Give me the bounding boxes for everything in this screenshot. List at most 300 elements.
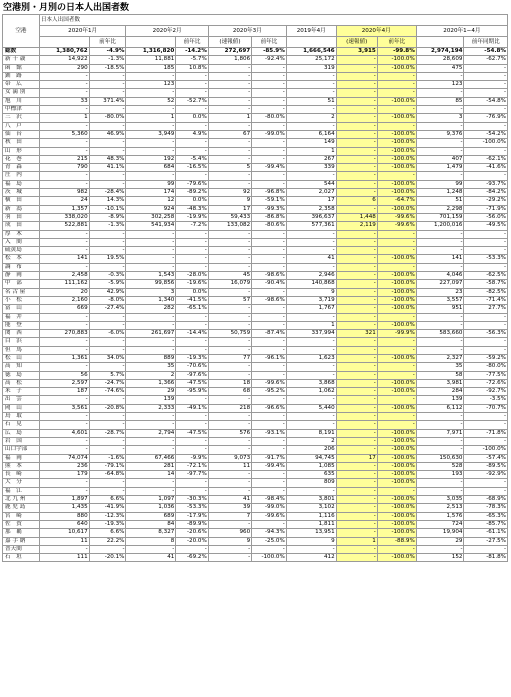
table-cell: 150,630	[416, 454, 464, 462]
table-cell: 0.0%	[176, 197, 209, 205]
table-cell: 6.6%	[89, 529, 126, 537]
table-cell: -17.9%	[176, 512, 209, 520]
table-cell: -27.4%	[89, 305, 126, 313]
table-cell: -	[126, 247, 176, 255]
table-cell: -	[39, 263, 89, 271]
table-cell: -	[377, 122, 416, 130]
table-cell: -	[89, 180, 126, 188]
month-header: 2020年2月	[126, 26, 208, 37]
table-cell: -	[336, 106, 377, 114]
table-row	[3, 305, 508, 313]
table-cell: 2,358	[286, 205, 336, 213]
table-cell: 1,361	[39, 354, 89, 362]
airport-name: 小 松	[3, 296, 40, 304]
airport-name: 新 潟	[3, 205, 40, 213]
table-cell: -19.3%	[89, 520, 126, 528]
table-cell: -64.8%	[89, 471, 126, 479]
table-cell: -100.0%	[377, 554, 416, 562]
table-cell: -	[126, 487, 176, 495]
table-cell: -	[126, 421, 176, 429]
table-cell: 74,074	[39, 454, 89, 462]
table-cell: -100.0%	[377, 255, 416, 263]
table-row	[3, 189, 508, 197]
airport-name: 松 山	[3, 354, 40, 362]
table-cell: -	[39, 321, 89, 329]
table-cell: -	[416, 479, 464, 487]
table-cell: -	[252, 363, 287, 371]
table-cell: -100.0%	[377, 305, 416, 313]
table-row	[3, 89, 508, 97]
table-cell: -	[89, 338, 126, 346]
table-cell: 42.9%	[89, 288, 126, 296]
table-cell: 577,361	[286, 222, 336, 230]
table-cell: 1,248	[416, 189, 464, 197]
table-cell: -	[416, 545, 464, 553]
table-cell: -	[252, 346, 287, 354]
table-cell: -95.9%	[176, 388, 209, 396]
table-cell: -20.6%	[176, 529, 209, 537]
table-cell: -	[252, 371, 287, 379]
table-row	[3, 379, 508, 387]
table-cell: 6	[336, 197, 377, 205]
table-cell: 2,458	[39, 272, 89, 280]
table-cell: -	[252, 247, 287, 255]
table-cell: -	[208, 471, 251, 479]
table-cell: -92.7%	[464, 388, 508, 396]
table-cell: -100.0%	[377, 429, 416, 437]
table-cell: -	[286, 122, 336, 130]
table-cell: -	[176, 255, 209, 263]
table-cell: 3,949	[126, 130, 176, 138]
table-cell: -	[286, 396, 336, 404]
table-cell: -	[39, 363, 89, 371]
table-cell: -	[89, 263, 126, 271]
airport-name: 釧 路	[3, 72, 40, 80]
table-cell: -	[39, 147, 89, 155]
table-cell: 880	[39, 512, 89, 520]
table-cell: -	[336, 164, 377, 172]
table-cell: -54.2%	[464, 130, 508, 138]
table-cell: -12.3%	[89, 512, 126, 520]
table-cell: 1	[286, 147, 336, 155]
airport-name: 高 知	[3, 363, 40, 371]
table-cell: -	[126, 172, 176, 180]
table-row	[3, 421, 508, 429]
table-cell: -99.9%	[377, 330, 416, 338]
table-cell: -87.4%	[252, 330, 287, 338]
table-cell: -	[377, 230, 416, 238]
table-cell: 2,946	[286, 272, 336, 280]
table-cell: 9	[208, 197, 251, 205]
table-cell: 2,327	[416, 354, 464, 362]
airport-name: 函 館	[3, 64, 40, 72]
airport-name: 福 江	[3, 487, 40, 495]
table-cell: 0.0%	[176, 288, 209, 296]
airport-name: 熊 本	[3, 462, 40, 470]
table-cell: -	[89, 437, 126, 445]
table-cell: -	[89, 147, 126, 155]
table-cell: -	[126, 147, 176, 155]
table-cell: 3,035	[416, 496, 464, 504]
table-cell: -91.7%	[252, 454, 287, 462]
table-cell: 3,801	[286, 496, 336, 504]
airport-name: 山口宇部	[3, 446, 40, 454]
table-row	[3, 321, 508, 329]
airport-name: 宮 崎	[3, 512, 40, 520]
table-cell: 19,904	[416, 529, 464, 537]
table-row	[3, 545, 508, 553]
table-cell: -	[336, 321, 377, 329]
table-cell: -100.0%	[377, 114, 416, 122]
table-cell: -	[39, 72, 89, 80]
table-cell: -48.3%	[176, 205, 209, 213]
table-cell: 94,745	[286, 454, 336, 462]
table-cell: -100.0%	[377, 139, 416, 147]
table-cell: 4,601	[39, 429, 89, 437]
table-cell: 1,340	[126, 296, 176, 304]
table-cell: -	[89, 346, 126, 354]
table-cell: -	[336, 56, 377, 64]
airport-name: 八 戸	[3, 122, 40, 130]
table-cell: -	[464, 487, 508, 495]
table-cell: 9	[286, 537, 336, 545]
table-cell: 1,623	[286, 354, 336, 362]
table-cell: -58.7%	[464, 280, 508, 288]
table-cell: -94.3%	[252, 529, 287, 537]
month-header-highlighted: 2020年4月	[336, 26, 416, 37]
table-cell: -	[252, 487, 287, 495]
table-cell: -77.5%	[464, 371, 508, 379]
table-cell: -	[39, 446, 89, 454]
table-cell: -	[252, 106, 287, 114]
table-cell: -97.7%	[176, 471, 209, 479]
table-row	[3, 147, 508, 155]
table-cell: -100.0%	[377, 130, 416, 138]
table-cell: 46.9%	[89, 130, 126, 138]
table-cell: -	[252, 413, 287, 421]
airport-name: 松 本	[3, 255, 40, 263]
table-cell: -	[252, 238, 287, 246]
airport-name: 女 満 別	[3, 89, 40, 97]
table-cell: 701,159	[416, 213, 464, 221]
table-cell: -	[208, 346, 251, 354]
airport-name: 静 岡	[3, 272, 40, 280]
airport-name: 普天間	[3, 545, 40, 553]
table-cell: -62.7%	[464, 56, 508, 64]
table-cell: 1,576	[416, 512, 464, 520]
airport-name: 中標津	[3, 106, 40, 114]
table-cell: -96.1%	[252, 354, 287, 362]
table-cell: 790	[39, 164, 89, 172]
table-row	[3, 280, 508, 288]
table-cell: 321	[336, 330, 377, 338]
table-cell: -68.9%	[464, 496, 508, 504]
table-cell: 218	[208, 404, 251, 412]
table-cell: 407	[416, 155, 464, 163]
table-cell: -28.0%	[176, 272, 209, 280]
table-row	[3, 496, 508, 504]
table-cell: -56.0%	[464, 213, 508, 221]
table-cell: -	[336, 504, 377, 512]
table-cell: -99.3%	[252, 205, 287, 213]
table-cell: -	[336, 64, 377, 72]
table-cell: -	[126, 238, 176, 246]
table-cell: -	[377, 89, 416, 97]
table-cell: -85.9%	[252, 48, 287, 56]
table-cell: -	[464, 247, 508, 255]
table-cell: -	[336, 388, 377, 396]
table-cell: 35	[126, 363, 176, 371]
table-cell: 12	[126, 197, 176, 205]
airport-name: 那 覇	[3, 529, 40, 537]
airport-name: 出 雲	[3, 396, 40, 404]
table-row	[3, 238, 508, 246]
table-cell: 6,164	[286, 130, 336, 138]
airport-name: 帯 広	[3, 81, 40, 89]
table-cell: -	[336, 429, 377, 437]
table-cell: 1,767	[286, 305, 336, 313]
table-row	[3, 296, 508, 304]
table-cell: 123	[416, 81, 464, 89]
table-row	[3, 479, 508, 487]
table-cell: -	[464, 479, 508, 487]
table-cell: -	[252, 545, 287, 553]
table-cell: -	[336, 255, 377, 263]
table-cell: -	[464, 81, 508, 89]
table-cell: -	[336, 172, 377, 180]
table-cell: -	[336, 520, 377, 528]
table-cell: -	[252, 313, 287, 321]
table-cell: -100.0%	[377, 454, 416, 462]
table-row	[3, 205, 508, 213]
table-cell: -	[252, 97, 287, 105]
table-cell: 1,448	[336, 213, 377, 221]
table-cell: 6.6%	[89, 496, 126, 504]
table-cell: -	[39, 413, 89, 421]
table-cell: 1,806	[208, 56, 251, 64]
table-cell: -	[336, 313, 377, 321]
table-row	[3, 487, 508, 495]
table-row	[3, 97, 508, 105]
table-cell: -	[464, 421, 508, 429]
table-cell: -	[39, 230, 89, 238]
table-cell: -96.6%	[252, 404, 287, 412]
table-cell: 206	[286, 446, 336, 454]
table-cell: 412	[286, 554, 336, 562]
table-cell: -82.5%	[464, 288, 508, 296]
table-cell: -	[464, 263, 508, 271]
table-cell: -	[252, 81, 287, 89]
table-row	[3, 64, 508, 72]
table-cell: 1,380,762	[39, 48, 89, 56]
table-cell: -	[208, 413, 251, 421]
table-cell: -76.9%	[464, 114, 508, 122]
table-row	[3, 529, 508, 537]
table-cell: -72.6%	[464, 379, 508, 387]
table-cell: 99	[416, 180, 464, 188]
table-cell: 187	[39, 388, 89, 396]
table-cell: -	[208, 230, 251, 238]
table-cell: -	[39, 247, 89, 255]
table-cell: -	[336, 238, 377, 246]
table-cell: -	[336, 263, 377, 271]
table-cell: -	[89, 446, 126, 454]
table-cell: 8	[126, 537, 176, 545]
table-cell: -	[336, 139, 377, 147]
table-cell: 809	[286, 479, 336, 487]
sub-header-yoy: 前年比	[377, 37, 416, 48]
table-cell: -	[464, 338, 508, 346]
table-cell: 1,811	[286, 520, 336, 528]
table-cell: 1,062	[286, 388, 336, 396]
table-cell: 9	[208, 537, 251, 545]
table-cell: -	[208, 122, 251, 130]
table-cell: 2,597	[39, 379, 89, 387]
table-cell: -	[336, 89, 377, 97]
table-cell: -80.0%	[252, 114, 287, 122]
table-cell: 1,116	[286, 512, 336, 520]
table-cell: -	[416, 106, 464, 114]
table-cell: -29.2%	[464, 197, 508, 205]
table-cell: 544	[286, 180, 336, 188]
table-cell: -	[336, 554, 377, 562]
table-cell: -	[126, 446, 176, 454]
table-cell: -	[416, 346, 464, 354]
table-cell: -	[126, 545, 176, 553]
table-cell: -1.3%	[89, 222, 126, 230]
table-cell: -	[416, 487, 464, 495]
table-cell: 1	[286, 321, 336, 329]
table-cell: 23	[416, 288, 464, 296]
table-cell: -	[39, 89, 89, 97]
table-cell: -41.5%	[176, 296, 209, 304]
table-cell: 528	[416, 462, 464, 470]
table-cell: -81.8%	[464, 554, 508, 562]
table-cell: -	[89, 247, 126, 255]
sub-header-blank	[126, 37, 176, 48]
sub-header-prelim: (速報値)	[208, 37, 251, 48]
table-cell: -99.6%	[377, 222, 416, 230]
table-cell: -	[464, 346, 508, 354]
table-cell: -89.9%	[176, 520, 209, 528]
table-cell: 17	[336, 454, 377, 462]
table-cell: -	[126, 72, 176, 80]
airport-name: 石 垣	[3, 554, 40, 562]
table-cell: -0.3%	[89, 272, 126, 280]
table-cell: -92.9%	[464, 471, 508, 479]
table-cell: -80.6%	[252, 222, 287, 230]
table-cell: -20.1%	[89, 554, 126, 562]
table-cell: -	[464, 72, 508, 80]
airport-name: 成 田	[3, 222, 40, 230]
table-cell: 33	[39, 97, 89, 105]
table-cell: -	[336, 346, 377, 354]
table-cell: -	[176, 172, 209, 180]
table-cell: -	[39, 545, 89, 553]
table-cell: -	[252, 180, 287, 188]
airport-name: 長 崎	[3, 471, 40, 479]
airport-name: 茨 城	[3, 189, 40, 197]
table-cell: -	[208, 255, 251, 263]
table-cell: -	[377, 396, 416, 404]
table-cell: 59,433	[208, 213, 251, 221]
table-cell: -	[89, 139, 126, 147]
table-cell: -100.0%	[377, 404, 416, 412]
airport-name: 中 部	[3, 280, 40, 288]
table-cell: -	[416, 413, 464, 421]
table-cell: 261,697	[126, 330, 176, 338]
table-cell: -	[126, 89, 176, 97]
table-cell: -100.0%	[377, 479, 416, 487]
table-cell: 2	[286, 437, 336, 445]
table-cell: -	[336, 363, 377, 371]
table-cell: -	[39, 180, 89, 188]
table-cell: 7,971	[416, 429, 464, 437]
table-cell: -19.3%	[176, 354, 209, 362]
table-cell: -	[176, 479, 209, 487]
table-cell: -56.3%	[464, 330, 508, 338]
table-cell: -	[39, 122, 89, 130]
table-cell: -	[89, 321, 126, 329]
table-cell: -	[416, 263, 464, 271]
table-cell: -1.6%	[89, 454, 126, 462]
table-cell: -	[126, 106, 176, 114]
sub-header-yoy: 前年比	[252, 37, 287, 48]
table-cell: -100.0%	[377, 180, 416, 188]
table-row	[3, 429, 508, 437]
table-cell: 25,172	[286, 56, 336, 64]
table-cell: -9.9%	[176, 454, 209, 462]
table-cell: -	[208, 554, 251, 562]
table-cell: -	[336, 272, 377, 280]
table-cell: -	[464, 230, 508, 238]
page-title: 空港別・月別の日本人出国者数	[3, 3, 130, 13]
table-cell: 3	[126, 288, 176, 296]
airport-name: 庄 内	[3, 172, 40, 180]
table-cell: 982	[39, 189, 89, 197]
table-cell: -	[286, 487, 336, 495]
airport-table	[2, 14, 508, 562]
table-cell: 152	[416, 554, 464, 562]
table-cell: -98.6%	[252, 272, 287, 280]
table-cell: -	[39, 421, 89, 429]
table-cell: 215	[39, 155, 89, 163]
table-cell: -	[377, 545, 416, 553]
table-cell: 85	[416, 97, 464, 105]
table-cell: -100.0%	[377, 97, 416, 105]
airport-name: 青 森	[3, 164, 40, 172]
table-cell: 34.0%	[89, 354, 126, 362]
table-cell: -	[208, 97, 251, 105]
table-cell: -	[208, 180, 251, 188]
table-cell: 1,200,016	[416, 222, 464, 230]
table-cell: 41	[286, 255, 336, 263]
month-header: 2020年1−4月	[416, 26, 507, 37]
table-cell: 1	[126, 114, 176, 122]
table-cell: -	[252, 520, 287, 528]
table-cell: -97.6%	[176, 371, 209, 379]
table-cell: -	[286, 338, 336, 346]
table-cell: 27.7%	[464, 305, 508, 313]
table-cell: 282	[126, 305, 176, 313]
table-cell: 57	[208, 296, 251, 304]
table-cell: -	[176, 338, 209, 346]
table-cell: -	[208, 545, 251, 553]
table-row	[3, 388, 508, 396]
table-cell: -30.3%	[176, 496, 209, 504]
table-row	[3, 504, 508, 512]
airport-name: 総数	[3, 48, 40, 56]
